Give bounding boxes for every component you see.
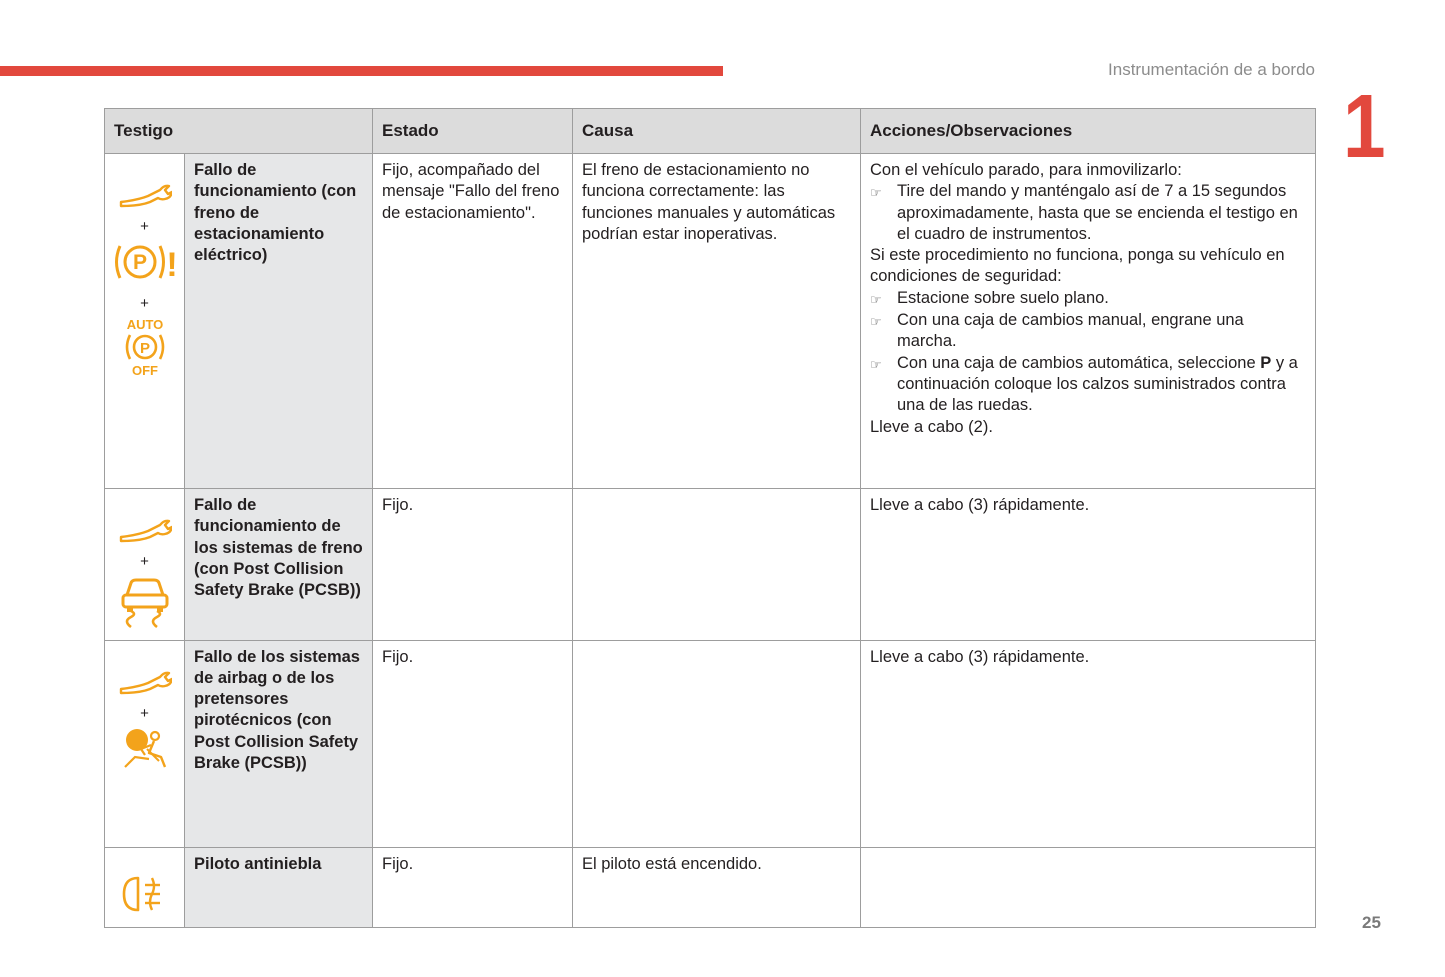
airbag-icon [121,727,169,777]
estado-cell: Fijo. [373,847,573,927]
estado-cell: Fijo. [373,489,573,641]
rear-fog-lamp-icon [122,874,168,920]
skid-car-icon [119,575,171,635]
pointing-hand-icon: ☞ [870,356,882,372]
wrench-icon [118,665,172,701]
list-item: ☞ Con una caja de cambios automática, seleccione P y a continuación coloque los calzos suministrados contra una de las ruedas. [870,353,1306,417]
list-item: ☞ Estacione sobre suelo plano. [870,288,1306,310]
list-item: ☞ Con una caja de cambios manual, engrane una marcha. [870,310,1306,353]
table-header-row [105,109,1316,154]
parking-brake-warning-icon [112,240,178,290]
plus-sign: + [140,553,149,571]
table-row [105,489,1316,641]
page-number: 25 [1362,913,1381,932]
causa-cell [573,640,861,847]
svg-text:OFF: OFF [131,362,158,377]
warning-name: Fallo de funcionamiento (con freno de estacionamiento eléctrico) [185,154,373,489]
plus-sign: + [140,704,149,722]
acciones-cell: Lleve a cabo (3) rápidamente. [861,640,1316,847]
column-header-acciones: Acciones/Observaciones [861,109,1316,154]
warning-name: Piloto antiniebla [185,847,373,927]
auto-parking-brake-off-icon [120,317,170,383]
causa-cell: El piloto está encendido. [573,847,861,927]
pointing-hand-icon: ☞ [870,291,882,307]
header-accent-bar [0,66,723,76]
table-row [105,154,1316,489]
icon-cell [105,847,185,927]
acciones-cell [861,847,1316,927]
column-header-testigo: Testigo [105,109,373,154]
svg-text:P: P [132,251,147,275]
acciones-intro: Con el vehículo parado, para inmovilizarlo: [870,161,1182,179]
wrench-icon [118,178,172,214]
causa-cell: El freno de estacionamiento no funciona correctamente: las funciones manuales y automáticas podrían estar inoperativas. [573,154,861,489]
causa-cell [573,489,861,641]
svg-text:AUTO: AUTO [126,316,163,332]
pointing-hand-icon: ☞ [870,185,882,201]
warning-name: Fallo de los sistemas de airbag o de los pretensores pirotécnicos (con Post Collision Safety Brake (PCSB)) [185,640,373,847]
estado-cell: Fijo, acompañado del mensaje "Fallo del freno de estacionamiento". [373,154,573,489]
icon-cell [105,489,185,641]
warning-name: Fallo de funcionamiento de los sistemas de freno (con Post Collision Safety Brake (PCSB)) [185,489,373,641]
icon-cell [105,154,185,489]
plus-sign: + [140,294,149,312]
table-row [105,640,1316,847]
plus-sign: + [140,218,149,236]
svg-text:P: P [139,339,150,357]
icon-cell [105,640,185,847]
svg-text:!: ! [165,246,178,285]
wrench-icon [118,513,172,549]
pointing-hand-icon: ☞ [870,314,882,330]
section-title: Instrumentación de a bordo [1108,60,1315,79]
table-row [105,847,1316,927]
acciones-cell [861,154,1316,489]
chapter-number: 1 [1343,77,1386,177]
estado-cell: Fijo. [373,640,573,847]
column-header-estado: Estado [373,109,573,154]
acciones-middle: Si este procedimiento no funciona, ponga su vehículo en condiciones de seguridad: [870,246,1285,286]
acciones-cell: Lleve a cabo (3) rápidamente. [861,489,1316,641]
acciones-outro: Lleve a cabo (2). [870,417,993,436]
column-header-causa: Causa [573,109,861,154]
warning-lights-table [104,108,1316,928]
list-item: ☞ Tire del mando y manténgalo así de 7 a 15 segundos aproximadamente, hasta que se encienda el testigo en el cuadro de instrumentos. [870,181,1306,245]
